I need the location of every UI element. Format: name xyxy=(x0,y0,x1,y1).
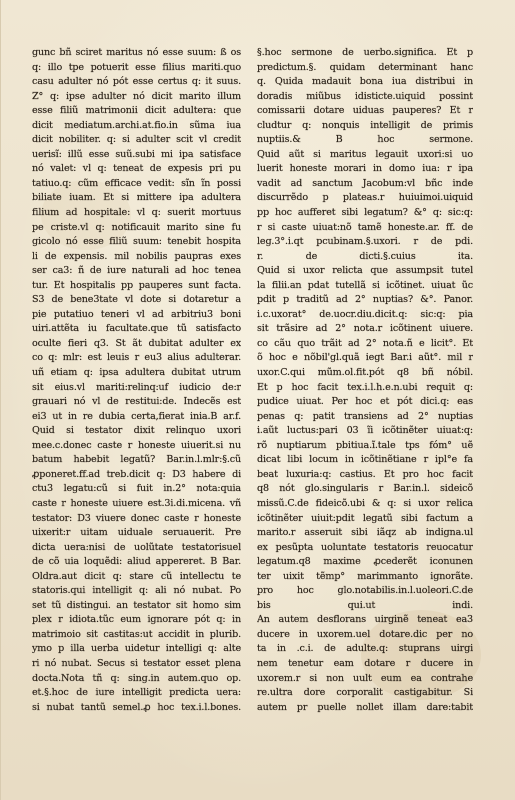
text-line: co q: mlr: est leuis r eu3 alius adulterar. xyxy=(32,352,241,364)
text-line: ex pesũpta uoluntate testatoris reuocatur xyxy=(257,541,473,553)
text-line: marito.r asseruit sibi iãqz ab indigna.ul xyxy=(257,527,473,539)
text-line: batum habebit legatũ? Bar.in.l.mlr:§.cũ xyxy=(32,454,241,466)
text-line: nem tenetur eam dotare r ducere in xyxy=(257,657,473,669)
text-line: õ hoc e nõbil'gl.quã iegt Bar.i aũt°. mil r xyxy=(257,352,473,364)
text-line: ri nó nubat. Secus si testator esset plena xyxy=(32,657,241,669)
text-line: S3 de bene3tate vl dote si dotaretur a xyxy=(32,294,241,306)
text-line: uñ etiam q: ipsa adultera dubitat utrum xyxy=(32,367,241,379)
text-line: mee.c.donec caste r honeste uiuerit.si nu xyxy=(32,439,241,451)
text-line: legatum.q8 maxime ꝓcederẽt iconunen xyxy=(257,556,473,568)
text-line: la filii.an pdat tutellã si icõtinet. uiuat ũc xyxy=(257,279,473,291)
text-line: pudice uiuat. Per hoc et pót dici.q: eas xyxy=(257,396,473,408)
text-line: grauari nó vl de restitui:de. Indecẽs est xyxy=(32,396,241,408)
text-line: li de expensis. mil nobilis paupras exes xyxy=(32,250,241,262)
text-line: q: illo tpe potuerit esse filius mariti.quo xyxy=(32,61,241,73)
text-line: comissarii dotare uiduas pauperes? Et r xyxy=(257,105,473,117)
text-line: dicta uera:nisi de uolũtate testatorisuel xyxy=(32,541,241,553)
text-line: dicat libi locum in icõtinẽtiane r ipl°e fa xyxy=(257,454,473,466)
text-line: testator: D3 viuere donec caste r honeste xyxy=(32,512,241,524)
text-line: luerit honeste morari in domo iua: r ipa xyxy=(257,163,473,175)
text-line: bis qui.ut indi. xyxy=(257,599,473,611)
text-line: tur. Et hospitalis pp pauperes sunt facta. xyxy=(32,279,241,291)
text-line: et.§.hoc de iure intelligit predicta uera: xyxy=(32,687,241,699)
text-line: pe criste.vl q: notificauit marito sine fu xyxy=(32,221,241,233)
text-line: ꝓponeret.ff.ad treb.dicit q: D3 habere di xyxy=(32,468,241,480)
text-line: gunc bñ sciret maritus nó esse suum: ß os xyxy=(32,47,241,58)
text-line: q. Quida madauit bona iua distribui in xyxy=(257,76,473,88)
text-line: re.ultra dore corporalit castigabitur. Si xyxy=(257,687,473,699)
text-line: An autem desflorans uirginẽ teneat ea3 xyxy=(257,614,473,626)
text-line: dicit nobiliter. q: si adulter scit vl credit xyxy=(32,134,241,146)
text-line: Quid si testator dixit relinquo uxori xyxy=(32,425,241,437)
text-line: beat luxuria:q: castius. Et pro hoc facit xyxy=(257,468,473,480)
left-text-column xyxy=(32,46,241,715)
text-line: penas q: patit transiens ad 2° nuptias xyxy=(257,410,473,422)
text-line: q8 nót glo.singularis r Bar.in.l. sideicõ xyxy=(257,483,473,495)
text-line: ctu3 legatu:cũ si fuit in.2° nota:quia xyxy=(32,483,241,495)
text-line: ei3 ut in re dubia certa,fierat inia.B ar.f. xyxy=(32,410,241,422)
text-line: casu adulter nó pót esse certus q: it suus. xyxy=(32,76,241,88)
text-line: caste r honeste uiuere est.3i.di.micena. vñ xyxy=(32,497,241,509)
text-line: dicit mediatum.archi.at.fio.in sũma iua xyxy=(32,119,241,131)
text-line: tatiuo.q: cũm efficace vedit: sĩn ĩn possi xyxy=(32,177,241,189)
text-line: i.c.uxorat° de.uocr.diu.dicit.q: sic:q: pia xyxy=(257,308,473,320)
text-line: ter uixit tẽmp° marimmanto ignorãte. xyxy=(257,570,473,582)
text-line: uxor.C.qui mũm.ol.fit.pót q8 bñ nóbil. xyxy=(257,367,473,379)
text-line: set tũ distingui. an testator sit homo sim xyxy=(32,599,241,611)
text-line: §.hoc sermone de uerbo.significa. Et p xyxy=(257,47,473,58)
text-line: gicolo nó esse filiũ suum: tenebit hospita xyxy=(32,236,241,248)
text-line: discurrẽdo p plateas.r huiuimoi.uiquid xyxy=(257,192,473,204)
text-line: nó valet: vl q: teneat de expesis pri pu xyxy=(32,163,241,175)
text-line: r si caste uiuat:nõ tamẽ honeste.ar. ff. de xyxy=(257,221,473,233)
text-line: sit eius.vl mariti:relinq:uf iudicio de:r xyxy=(32,381,241,393)
text-line: autem pr puelle nollet illam dare:tabit xyxy=(257,701,473,713)
text-line: uiri.attẽta iu facultate.que tũ satisfacto xyxy=(32,323,241,335)
text-line: ta in .c.i. de adulte.q: stuprans uirgi xyxy=(257,643,473,655)
text-line: leg.3°.i.qt pcubinam.§.uxori. r de pdi. xyxy=(257,236,473,248)
text-line: docta.Nota tñ q: sing.in autem.quo op. xyxy=(32,672,241,684)
text-line: rõ nuptiarum pbitiua.ĩ.tale tps fóm° uẽ xyxy=(257,439,473,451)
text-line: Et p hoc facit tex.i.l.h.e.n.ubi requit q: xyxy=(257,381,473,393)
text-line: filium ad hospitale: vl q: suerit mortuus xyxy=(32,207,241,219)
text-line: pro hoc glo.notabilis.in.l.uoleori.C.de xyxy=(257,585,473,597)
text-line: de cõ uia loquẽdi: aliud appereret. B Bar. xyxy=(32,556,241,568)
text-line: oculte fieri q3. St ãt dubitat adulter ex xyxy=(32,337,241,349)
text-line: Oldra.aut dicit q: stare cũ intellectu te xyxy=(32,570,241,582)
text-line: Quid si uxor relicta que assumpsit tutel xyxy=(257,265,473,277)
text-line: uerisĩ: illũ esse suũ.subi mi ipa satisface xyxy=(32,148,241,160)
text-line: plex r idiota.tũc eum ignorare pót q: in xyxy=(32,614,241,626)
text-line: matrimoio sit castitas:ut accidit in plurib. xyxy=(32,628,241,640)
text-line: doradis miũbus idisticte.uiquid possint xyxy=(257,90,473,102)
text-line: co cãu quo trãit ad 2° nota.ñ e licit°. Et xyxy=(257,337,473,349)
text-line: pdit p traditũ ad 2° nuptias? &°. Panor. xyxy=(257,294,473,306)
text-line: uxorem.r si non uult eum ea contrahe xyxy=(257,672,473,684)
text-line: Quid aũt si maritus legauit uxori:si uo xyxy=(257,148,473,160)
text-line: si nubat tantũ semel.ꝓ hoc tex.i.l.bones. xyxy=(32,701,241,713)
text-line: ducere in uxorem.uel dotare.dic per no xyxy=(257,628,473,640)
text-line: cludtur q: nonquis intelligit de primis xyxy=(257,119,473,131)
text-line: icõtinẽter uiuit:pdit legatũ sibi factum a xyxy=(257,512,473,524)
text-line: i.aũt luctus:pari 03 ĩi icõtinẽter uiuat:q: xyxy=(257,425,473,437)
text-line: sit trãsire ad 2° nota.r icõtinent uiuere. xyxy=(257,323,473,335)
text-line: biliate iuam. Et si mittere ipa adultera xyxy=(32,192,241,204)
text-line: predictum.§. quidam determinant hanc xyxy=(257,61,473,73)
text-line: r. de dicti.§.cuius ita. xyxy=(257,250,473,262)
text-line: pp hoc aufferet sibi legatum? &° q: sic:q: xyxy=(257,207,473,219)
text-line: esse filiũ matrimonii dicit adultera: que xyxy=(32,105,241,117)
text-line: ser ca3: ñ de iure naturali ad hoc tenea xyxy=(32,265,241,277)
text-line: ymo p illa uerba uidetur intelligi q: alte xyxy=(32,643,241,655)
text-line: missũ.C.de fideicõ.ubi & q: si uxor relica xyxy=(257,497,473,509)
text-line: Z° q: ipse adulter nó dicit marito illum xyxy=(32,90,241,102)
text-line: pie putatiuo teneri vl ad arbitriu3 boni xyxy=(32,308,241,320)
text-line: uixerit:r uitam uiduale seruauerit. Pre xyxy=(32,527,241,539)
text-line: vadit ad sanctum Jacobum:vl bñc inde xyxy=(257,177,473,189)
right-text-column xyxy=(257,46,473,715)
text-line: nuptiis.& B hoc sermone. xyxy=(257,134,473,146)
text-line: statoris.qui intelligit q: ali nó nubat. Po xyxy=(32,585,241,597)
